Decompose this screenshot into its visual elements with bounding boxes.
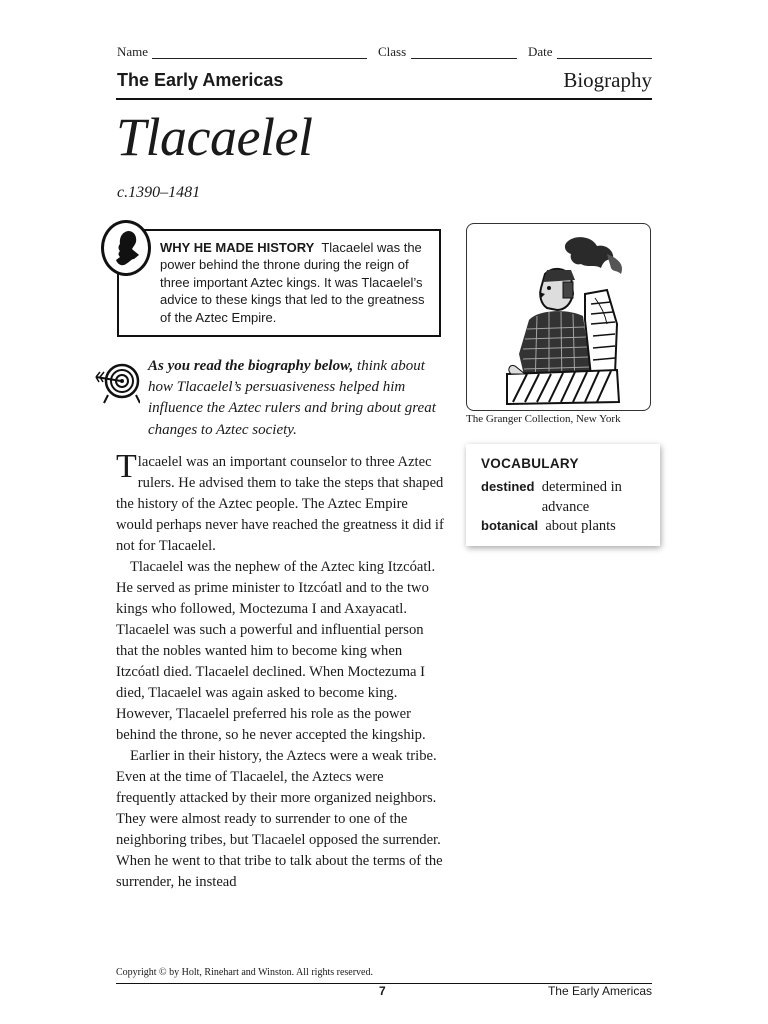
biography-name: Tlacaelel (116, 107, 313, 167)
why-body: Tlacaelel was the power behind the throne during the reign of three important Aztec kings. It was Tlacaelel’s advice to these kings that led to the greatness of the Aztec Empire. (160, 240, 425, 325)
name-line (152, 58, 367, 59)
header-rule (116, 98, 652, 100)
paragraph-3: Earlier in their history, the Aztecs were a weak tribe. Even at the time of Tlacaelel, the Aztecs were frequently attacked by their more organized neighbors. They were almost ready to surrender to one of the neighboring tribes, but Tlacaelel opposed the surrender. When he went to that tribe to talk about the terms of the surrender, he instead (116, 748, 443, 890)
vocab-item-botanical (481, 518, 616, 535)
date-line (557, 58, 652, 59)
vocab-term: destined (481, 479, 535, 494)
vocab-term: botanical (481, 518, 539, 533)
why-heading: WHY HE MADE HISTORY (160, 240, 315, 255)
category-label: Biography (563, 68, 652, 92)
vocabulary-title: VOCABULARY (481, 456, 579, 471)
vocab-definition: determined in advance (541, 479, 622, 515)
portrait-image (466, 223, 651, 411)
page-number: 7 (379, 984, 386, 998)
paragraph-1-text: lacaelel was an important counselor to three Aztec rulers. He advised them to take the steps that shaped the history of the Aztec people. The Aztec Empire would perhaps never have reached the greatness it did if not for Tlacaelel. (116, 454, 444, 554)
vocab-definition: about plants (545, 518, 616, 534)
date-label: Date (528, 44, 553, 59)
prompt-lead: As you read the biography below, (148, 358, 354, 374)
biography-body (116, 448, 446, 893)
target-icon (94, 358, 140, 404)
paragraph-1 (116, 448, 446, 557)
copyright-notice: Copyright © by Holt, Rinehart and Winston. All rights reserved. (116, 967, 373, 978)
vocab-item-destined (481, 477, 651, 517)
reading-prompt (148, 356, 440, 441)
image-credit: The Granger Collection, New York (466, 413, 621, 425)
footer-running-title: The Early Americas (547, 984, 652, 998)
silhouette-icon (101, 220, 151, 276)
why-text (160, 239, 432, 326)
paragraph-2: Tlacaelel was the nephew of the Aztec king Itzcóatl. He served as prime minister to Itzcóatl and to the two kings who followed, Moctezuma I and Axayacatl. Tlacaelel was such a powerful and influential person that the nobles wanted him to become king when Itzcóatl died. Tlacaelel declined. When Moctezuma I died, Tlacaelel was again asked to become king. However, Tlacaelel preferred his role as the power behind the throne, so he never accepted the kingship. (116, 559, 436, 743)
class-label: Class (378, 44, 407, 59)
biography-dates: c.1390–1481 (117, 184, 201, 201)
class-line (411, 58, 517, 59)
section-title: The Early Americas (117, 70, 284, 90)
name-label: Name (117, 44, 149, 59)
prompt-text: think about how Tlacaelel’s persuasiveness helped him influence the Aztec rulers and bring about great changes to Aztec society. (148, 358, 436, 438)
drop-cap: T (116, 448, 137, 485)
